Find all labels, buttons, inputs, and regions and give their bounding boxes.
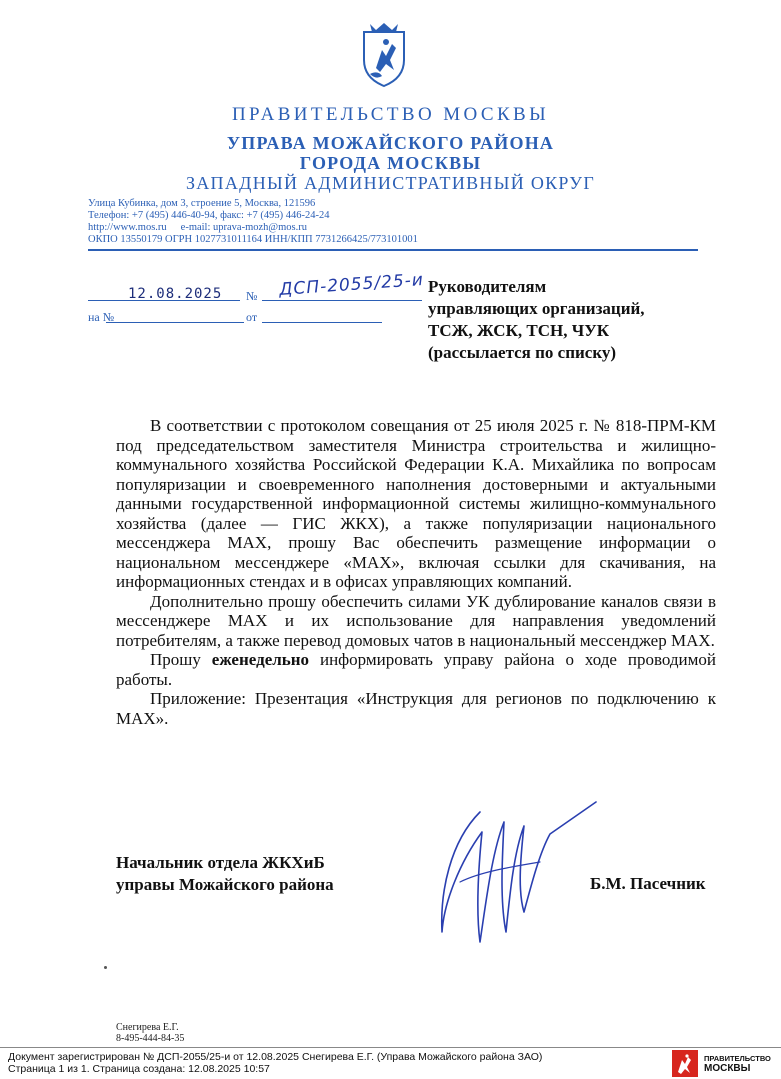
footer-brand — [704, 1054, 771, 1074]
registration-footer — [0, 1047, 781, 1079]
addressee-line: ТСЖ, ЖСК, ТСН, ЧУК — [428, 321, 610, 340]
signatory-name: Б.М. Пасечник — [590, 874, 706, 893]
moscow-emblem-icon — [672, 1050, 698, 1077]
reference-underline — [106, 322, 244, 323]
number-underline — [262, 300, 422, 301]
handwritten-signature — [420, 782, 600, 952]
signatory-position — [116, 852, 334, 896]
executor-block — [116, 1022, 184, 1044]
paper-mark — [104, 966, 107, 969]
addressee-block — [428, 276, 645, 364]
okrug-title: ЗАПАДНЫЙ АДМИНИСТРАТИВНЫЙ ОКРУГ — [185, 173, 596, 193]
web-line — [88, 222, 418, 234]
council-title-line1: УПРАВА МОЖАЙСКОГО РАЙОНА — [226, 133, 555, 153]
position-line: Начальник отдела ЖКХиБ — [116, 853, 325, 872]
addressee-line: Руководителям — [428, 277, 547, 296]
brand-line: ПРАВИТЕЛЬСТВО — [704, 1054, 771, 1063]
emphasized-word: еженедельно — [211, 650, 310, 669]
moscow-coat-of-arms-icon — [356, 20, 412, 88]
number-label: № — [246, 289, 258, 303]
executor-phone: 8-495-444-84-35 — [116, 1033, 185, 1044]
government-title: ПРАВИТЕЛЬСТВО МОСКВЫ — [231, 104, 550, 125]
brand-line: МОСКВЫ — [704, 1063, 751, 1074]
header-divider — [88, 249, 698, 251]
footer-text — [8, 1051, 542, 1075]
executor-name: Снегирева Е.Г. — [116, 1022, 179, 1033]
paragraph-text: информировать управу района о ходе проводимой работы. — [116, 650, 716, 689]
addressee-line: управляющих организаций, — [428, 299, 645, 318]
council-title-line2: ГОРОДА МОСКВЫ — [299, 153, 482, 173]
position-line: управы Можайского района — [116, 875, 334, 894]
footer-page-line: Страница 1 из 1. Страница создана: 12.08.2025 10:57 — [8, 1063, 270, 1075]
registration-number: ДСП-2055/25-и — [278, 269, 425, 300]
body-paragraph — [116, 650, 716, 689]
from-underline — [262, 322, 382, 323]
phone-line: Телефон: +7 (495) 446-40-94, факс: +7 (495) 446-24-24 — [88, 210, 330, 221]
registration-date: 12.08.2025 — [128, 286, 223, 302]
footer-registration-line: Документ зарегистрирован № ДСП-2055/25-и от 12.08.2025 Снегирева Е.Г. (Управа Можайского района ЗАО) — [8, 1051, 543, 1063]
reference-label: на № — [88, 310, 115, 324]
codes-line: ОКПО 13550179 ОГРН 1027731011164 ИНН/КПП 7731266425/773101001 — [88, 234, 418, 245]
contact-block — [88, 198, 418, 246]
address-line: Улица Кубинка, дом 3, строение 5, Москва, 121596 — [88, 198, 316, 209]
body-paragraph: Дополнительно прошу обеспечить силами УК дублирование каналов связи в мессенджере MAX и их использование для направления уведомлений потребителям, а также перевод домовых чатов в национальный мессенджер MAX. — [116, 591, 716, 650]
body-paragraph: В соответствии с протоколом совещания от 25 июля 2025 г. № 818-ПРМ-КМ под председательством заместителя Министра строительства и жилищно-коммунального хозяйства Российской Федерации К.А. Михайлика по вопросам популяризации и своевременного наполнения достоверными и актуальными данными государственной информационной системы жилищно-коммунального хозяйства (далее — ГИС ЖКХ), а также популяризации национального мессенджера MAX, прошу Вас обеспечить размещение информации о национальном мессенджере «MAX», включая ссылки для скачивания, на информационных стендах и в офисах управляющих компаний. — [116, 416, 716, 591]
email-link[interactable]: e-mail: uprava-mozh@mos.ru — [180, 222, 307, 233]
paragraph-text: Прошу — [150, 650, 212, 669]
letter-body — [116, 416, 716, 728]
from-label: от — [246, 310, 258, 324]
addressee-line: (рассылается по списку) — [428, 343, 617, 362]
website-link[interactable]: http://www.mos.ru — [88, 222, 167, 233]
attachment-paragraph: Приложение: Презентация «Инструкция для регионов по подключению к MAX». — [116, 689, 716, 728]
